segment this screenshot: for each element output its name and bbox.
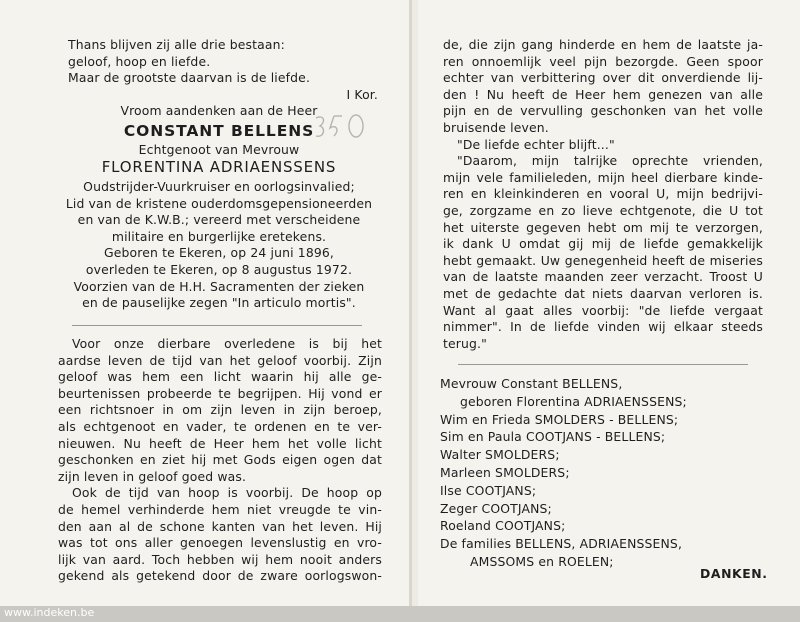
text-line: nieuwen. Nu heeft de Heer hem het volle licht <box>58 435 382 451</box>
verse-line: geloof, hoop en liefde. <box>68 53 211 69</box>
bio-line: Voorzien van de H.H. Sacramenten der zieken <box>73 278 365 294</box>
family-line: geboren Florentina ADRIAENSSENS; <box>460 393 687 409</box>
verse-reference: I Kor. <box>346 86 378 102</box>
text-line: zijn leven in geloof goed was. <box>58 468 247 484</box>
eulogy-text <box>58 336 382 585</box>
text-line: een richtsnoer in om zijn leven in zijn beroep, <box>58 402 382 418</box>
family-line: AMSSOMS en ROELEN; <box>470 553 614 569</box>
family-line: Ilse COOTJANS; <box>440 482 537 498</box>
text-line: pijn en de vervulling geschonken van het volle <box>443 103 763 119</box>
text-line: was tot ons aller genoegen levenslustig en vro- <box>58 535 382 551</box>
obituary-header <box>54 103 384 177</box>
text-line: Voor onze dierbare overledene is bij het <box>72 336 382 351</box>
family-list <box>440 375 760 571</box>
text-line: nimmer". In de liefde vinden wij elkaar steeds <box>443 319 763 335</box>
bio-line: Lid van de kristene ouderdomsgepensioneerden <box>65 195 373 211</box>
family-line: Marleen SMOLDERS; <box>440 464 570 480</box>
biography <box>54 179 384 312</box>
text-line: als echtgenoot en vader, te ordenen en te ver- <box>58 418 382 434</box>
text-line: ren en kleinkinderen en vooral U, mijn bedrijvi- <box>443 186 763 202</box>
text-line: beurtenissen probeerde te begrijpen. Hij vond er <box>58 385 382 401</box>
divider <box>72 325 362 326</box>
text-line: het uiterste gegeven hebt om mij te verzorgen, <box>443 219 763 235</box>
watermark: www.indeken.be <box>4 606 95 619</box>
text-line: ik dank U omdat gij mij de liefde gemakkelijk <box>443 236 763 252</box>
text-line: den ! Nu heeft de Heer hem genezen van alle <box>443 86 763 102</box>
divider <box>458 364 748 365</box>
family-line: Mevrouw Constant BELLENS, <box>440 376 623 391</box>
family-line: Roeland COOTJANS; <box>440 518 566 534</box>
text-line: "Daarom, mijn talrijke oprechte vrienden, <box>457 153 763 169</box>
text-line: bruisende leven. <box>443 119 549 135</box>
text-line: den aan al de schone kanten van het leven. Hij <box>58 518 382 534</box>
text-line: hebt gemaakt. Uw genegenheid heeft de miseries <box>443 252 763 268</box>
bio-line: Geboren te Ekeren, op 24 juni 1896, <box>103 245 335 261</box>
text-line: Ook de tijd van hoop is voorbij. De hoop op <box>72 485 382 501</box>
text-line: geschonken en ziet hij met Gods eigen ogen dat <box>58 452 382 468</box>
text-line: geloof was hem een licht waarin hij alle ge- <box>58 369 382 385</box>
footer-strip <box>0 606 800 622</box>
bio-line: Oudstrijder-Vuurkruiser en oorlogsinvalied; <box>83 179 355 194</box>
text-line: lijk van aard. Toch hebben wij hem nooit anders <box>58 551 382 567</box>
text-line: de hemel verhinderde hem niet vreugde te vin- <box>58 501 382 517</box>
text-line: ge, zorgzame en zo lieve echtgenote, die U tot <box>443 202 763 218</box>
family-line: Wim en Frieda SMOLDERS - BELLENS; <box>440 411 679 427</box>
closing-word: DANKEN. <box>700 566 768 581</box>
text-line: aardse leven de tijd van het geloof voorbij. Zijn <box>58 352 382 368</box>
text-line: echter van verbittering over dit onverdiende lij- <box>443 70 763 86</box>
spouse-intro: Echtgenoot van Mevrouw <box>138 141 300 157</box>
family-line: Zeger COOTJANS; <box>440 500 552 516</box>
text-line: "De liefde echter blijft..." <box>457 136 615 152</box>
bio-line: en de pauselijke zegen "In articulo mortis". <box>82 295 356 311</box>
deceased-name: CONSTANT BELLENS <box>123 121 315 140</box>
family-line: De families BELLENS, ADRIAENSSENS, <box>440 536 683 552</box>
text-line: Want al gaat alles voorbij: "de liefde vergaat <box>443 302 763 318</box>
text-line: mijn vele familieleden, mijn heel dierbare kinde- <box>443 169 763 185</box>
text-line: terug." <box>443 335 487 351</box>
family-line: Walter SMOLDERS; <box>440 447 560 463</box>
bio-line: militaire en burgerlijke eretekens. <box>111 228 327 244</box>
card-fold-shadow <box>412 0 418 606</box>
text-line: gekend als getekend door de zware oorlogswon- <box>58 568 382 584</box>
text-line: van de laatste maanden zeer verzacht. Troost U <box>443 269 763 285</box>
family-line: Sim en Paula COOTJANS - BELLENS; <box>440 429 666 445</box>
verse-line: Thans blijven zij alle drie bestaan: <box>68 37 285 52</box>
bio-line: overleden te Ekeren, op 8 augustus 1972. <box>85 261 353 277</box>
verse <box>54 37 384 103</box>
eulogy-continued <box>443 37 763 352</box>
text-line: ren onnoemlijk veel pijn bezorgde. Geen spoor <box>443 53 763 69</box>
intro-text: Vroom aandenken aan de Heer <box>120 103 318 118</box>
spouse-name: FLORENTINA ADRIAENSSENS <box>101 157 337 176</box>
text-line: met de gedachte dat niets daarvan verloren is. <box>443 285 763 301</box>
verse-line: Maar de grootste daarvan is de liefde. <box>68 70 311 86</box>
text-line: de, die zijn gang hinderde en hem de laatste ja- <box>443 37 763 52</box>
bio-line: en van de K.W.B.; vereerd met verscheidene <box>77 212 361 228</box>
